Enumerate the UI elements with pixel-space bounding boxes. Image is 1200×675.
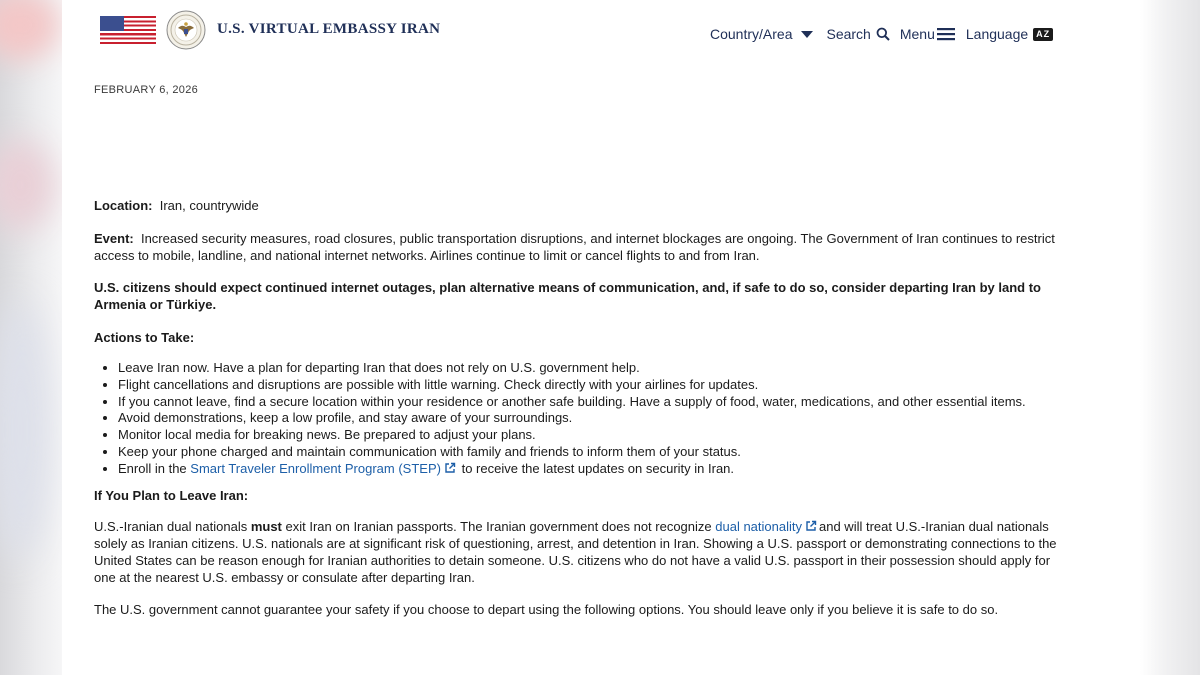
list-item: • If you cannot leave, find a secure location within your residence or another safe building. Have a supply of food, water, medications, and other essential items. (118, 394, 1060, 411)
search-icon (876, 27, 890, 41)
actions-heading: Actions to Take: (94, 330, 195, 345)
caret-down-icon (800, 29, 814, 39)
dual-text-1: U.S.-Iranian dual nationals (94, 518, 248, 534)
search-button[interactable] (826, 26, 889, 42)
publish-date: FEBRUARY 6, 2026 (94, 84, 199, 96)
list-item: • Monitor local media for breaking news. Be prepared to adjust your plans. (118, 427, 1060, 444)
alert-content (94, 197, 1060, 618)
location-line (94, 197, 1060, 214)
list-item: • Keep your phone charged and maintain communication with family and friends to inform them of your status. (118, 444, 1060, 461)
actions-list (94, 360, 1060, 478)
event-label: Event: (94, 231, 134, 246)
menu-label: Menu (899, 26, 935, 42)
dual-text-2: exit Iran on Iranian passports. The Iranian government does not recognize (285, 518, 712, 534)
us-flag-logo[interactable] (100, 16, 156, 44)
search-label: Search (826, 26, 871, 42)
country-area-dropdown[interactable] (710, 26, 814, 42)
list-item: • Leave Iran now. Have a plan for departing Iran that does not rely on U.S. government help. (118, 360, 1060, 377)
dual-nationality-link[interactable]: dual nationality (715, 518, 802, 534)
dual-must: must (250, 518, 282, 534)
left-blur-gutter (0, 0, 62, 675)
language-button[interactable] (966, 26, 1053, 42)
site-title[interactable]: U.S. VIRTUAL EMBASSY IRAN (217, 21, 441, 37)
embassy-seal-logo[interactable] (166, 10, 206, 50)
language-icon: AZ (1033, 28, 1053, 41)
step-suffix: to receive the latest updates on security in Iran. (461, 460, 735, 476)
top-navigation (710, 24, 1053, 44)
dual-text-3: and will treat U.S.-Iranian dual nationals solely as Iranian citizens. U.S. nationals are at significant risk of questioning, arrest, and detention in Iran. Showing a U.S. passport or demonstrating connections to the United States can be reason enough for Iranian authorities to detain someone. U.S. citizens who do not have a valid U.S. passport in their possession should apply for one at the nearest U.S. embassy or consulate after departing Iran. (94, 518, 1057, 585)
leave-heading: If You Plan to Leave Iran: (94, 487, 249, 503)
list-item-step (118, 461, 1060, 478)
departure-notice: U.S. citizens should expect continued internet outages, plan alternative means of communication, and, if safe to do so, consider departing Iran by land to Armenia or Türkiye. (94, 280, 1041, 312)
list-item: • Avoid demonstrations, keep a low profile, and stay aware of your surroundings. (118, 410, 1060, 427)
external-link-icon[interactable] (805, 520, 817, 532)
step-prefix: Enroll in the (118, 460, 187, 476)
location-value: Iran, countrywide (159, 198, 259, 213)
external-link-icon[interactable] (444, 462, 456, 474)
hamburger-menu-icon (937, 27, 955, 41)
step-link[interactable]: Smart Traveler Enrollment Program (STEP) (190, 460, 441, 476)
safety-note: The U.S. government cannot guarantee your safety if you choose to depart using the following options. You should leave only if you believe it is safe to do so. (94, 601, 999, 617)
language-label: Language (965, 26, 1029, 42)
country-area-label: Country/Area (710, 26, 793, 42)
right-blur-gutter (1140, 0, 1200, 675)
list-item: • Flight cancellations and disruptions are possible with little warning. Check directly with your airlines for updates. (118, 377, 1060, 394)
location-label: Location: (94, 198, 153, 213)
menu-button[interactable] (900, 26, 955, 42)
event-text: Increased security measures, road closures, public transportation disruptions, and internet blockages are ongoing. The Government of Iran continues to restrict access to mobile, landline, and national internet networks. Airlines continue to limit or cancel flights to and from Iran. (94, 231, 1055, 263)
dual-nationals-paragraph (94, 518, 1060, 586)
event-paragraph (94, 230, 1060, 264)
